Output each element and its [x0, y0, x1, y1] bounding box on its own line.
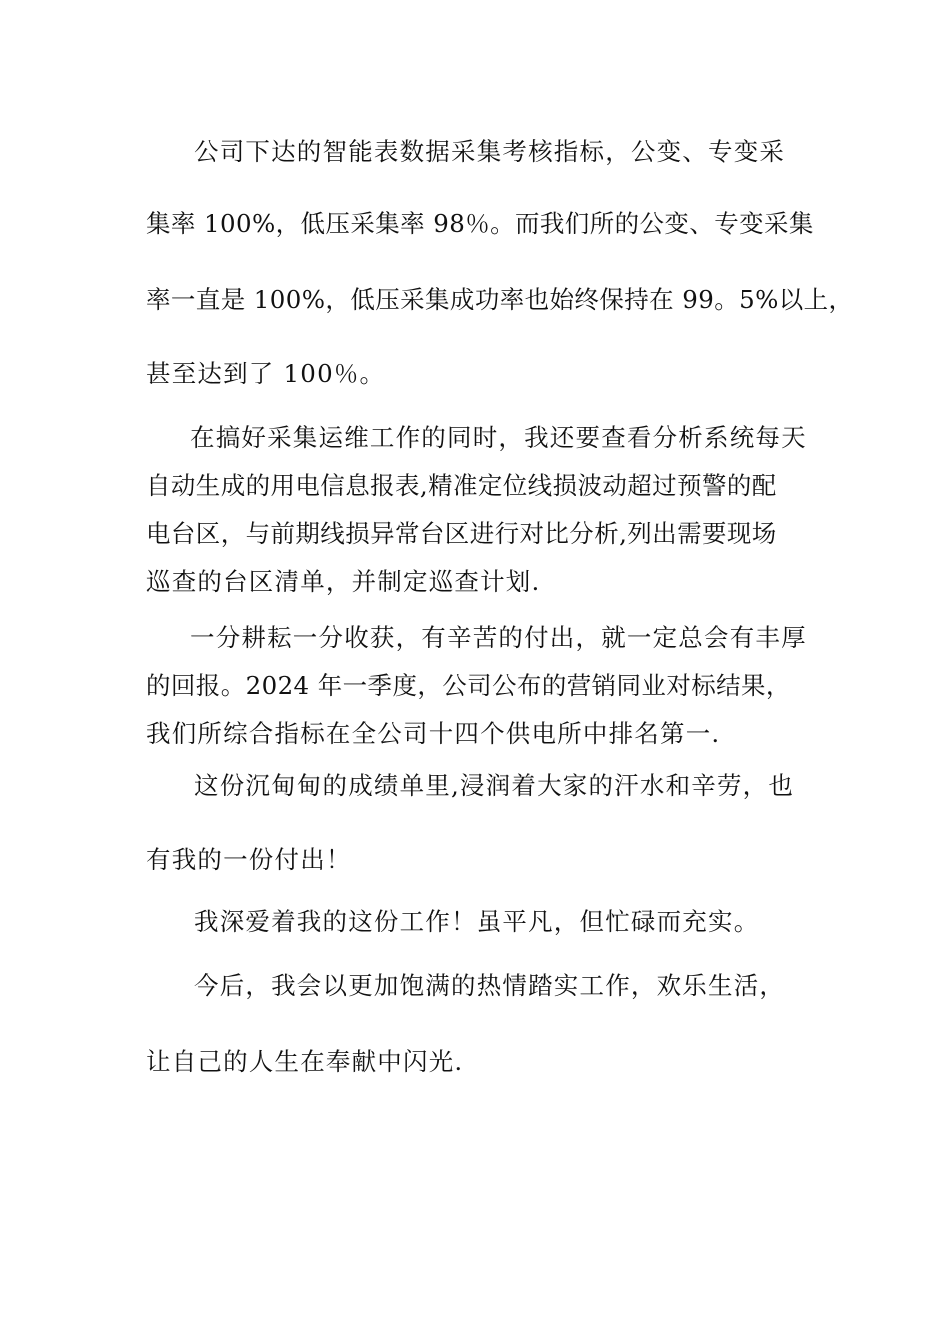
- paragraph-3-line-2: 的回报。2024 年一季度，公司公布的营销同业对标结果，: [146, 671, 791, 700]
- paragraph-6-line-2: 让自己的人生在奉献中闪光.: [146, 1047, 464, 1076]
- paragraph-5-line-1: 我深爱着我的这份工作！虽平凡，但忙碌而充实。: [194, 907, 760, 936]
- paragraph-3-line-1: 一分耕耘一分收获，有辛苦的付出，就一定总会有丰厚: [190, 623, 807, 652]
- paragraph-1-line-1: 公司下达的智能表数据采集考核指标，公变、专变采: [194, 137, 786, 166]
- paragraph-3-line-3: 我们所综合指标在全公司十四个供电所中排名第一.: [146, 719, 721, 748]
- paragraph-2-line-1: 在搞好采集运维工作的同时，我还要查看分析系统每天: [190, 423, 807, 452]
- paragraph-1-line-4: 甚至达到了 100％。: [146, 359, 386, 388]
- paragraph-4-line-1: 这份沉甸甸的成绩单里,浸润着大家的汗水和辛劳，也: [194, 771, 795, 800]
- paragraph-2-line-4: 巡查的台区清单，并制定巡查计划.: [146, 567, 541, 596]
- paragraph-1-line-3: 率一直是 100%，低压采集成功率也始终保持在 99。5%以上，: [146, 285, 854, 314]
- paragraph-4-line-2: 有我的一份付出！: [146, 845, 352, 874]
- paragraph-2-line-2: 自动生成的用电信息报表,精准定位线损波动超过预警的配: [146, 471, 777, 500]
- paragraph-6-line-1: 今后，我会以更加饱满的热情踏实工作，欢乐生活，: [194, 971, 786, 1000]
- paragraph-2-line-3: 电台区，与前期线损异常台区进行对比分析,列出需要现场: [146, 519, 777, 548]
- paragraph-1-line-2: 集率 100%，低压采集率 98％。而我们所的公变、专变采集: [146, 209, 814, 238]
